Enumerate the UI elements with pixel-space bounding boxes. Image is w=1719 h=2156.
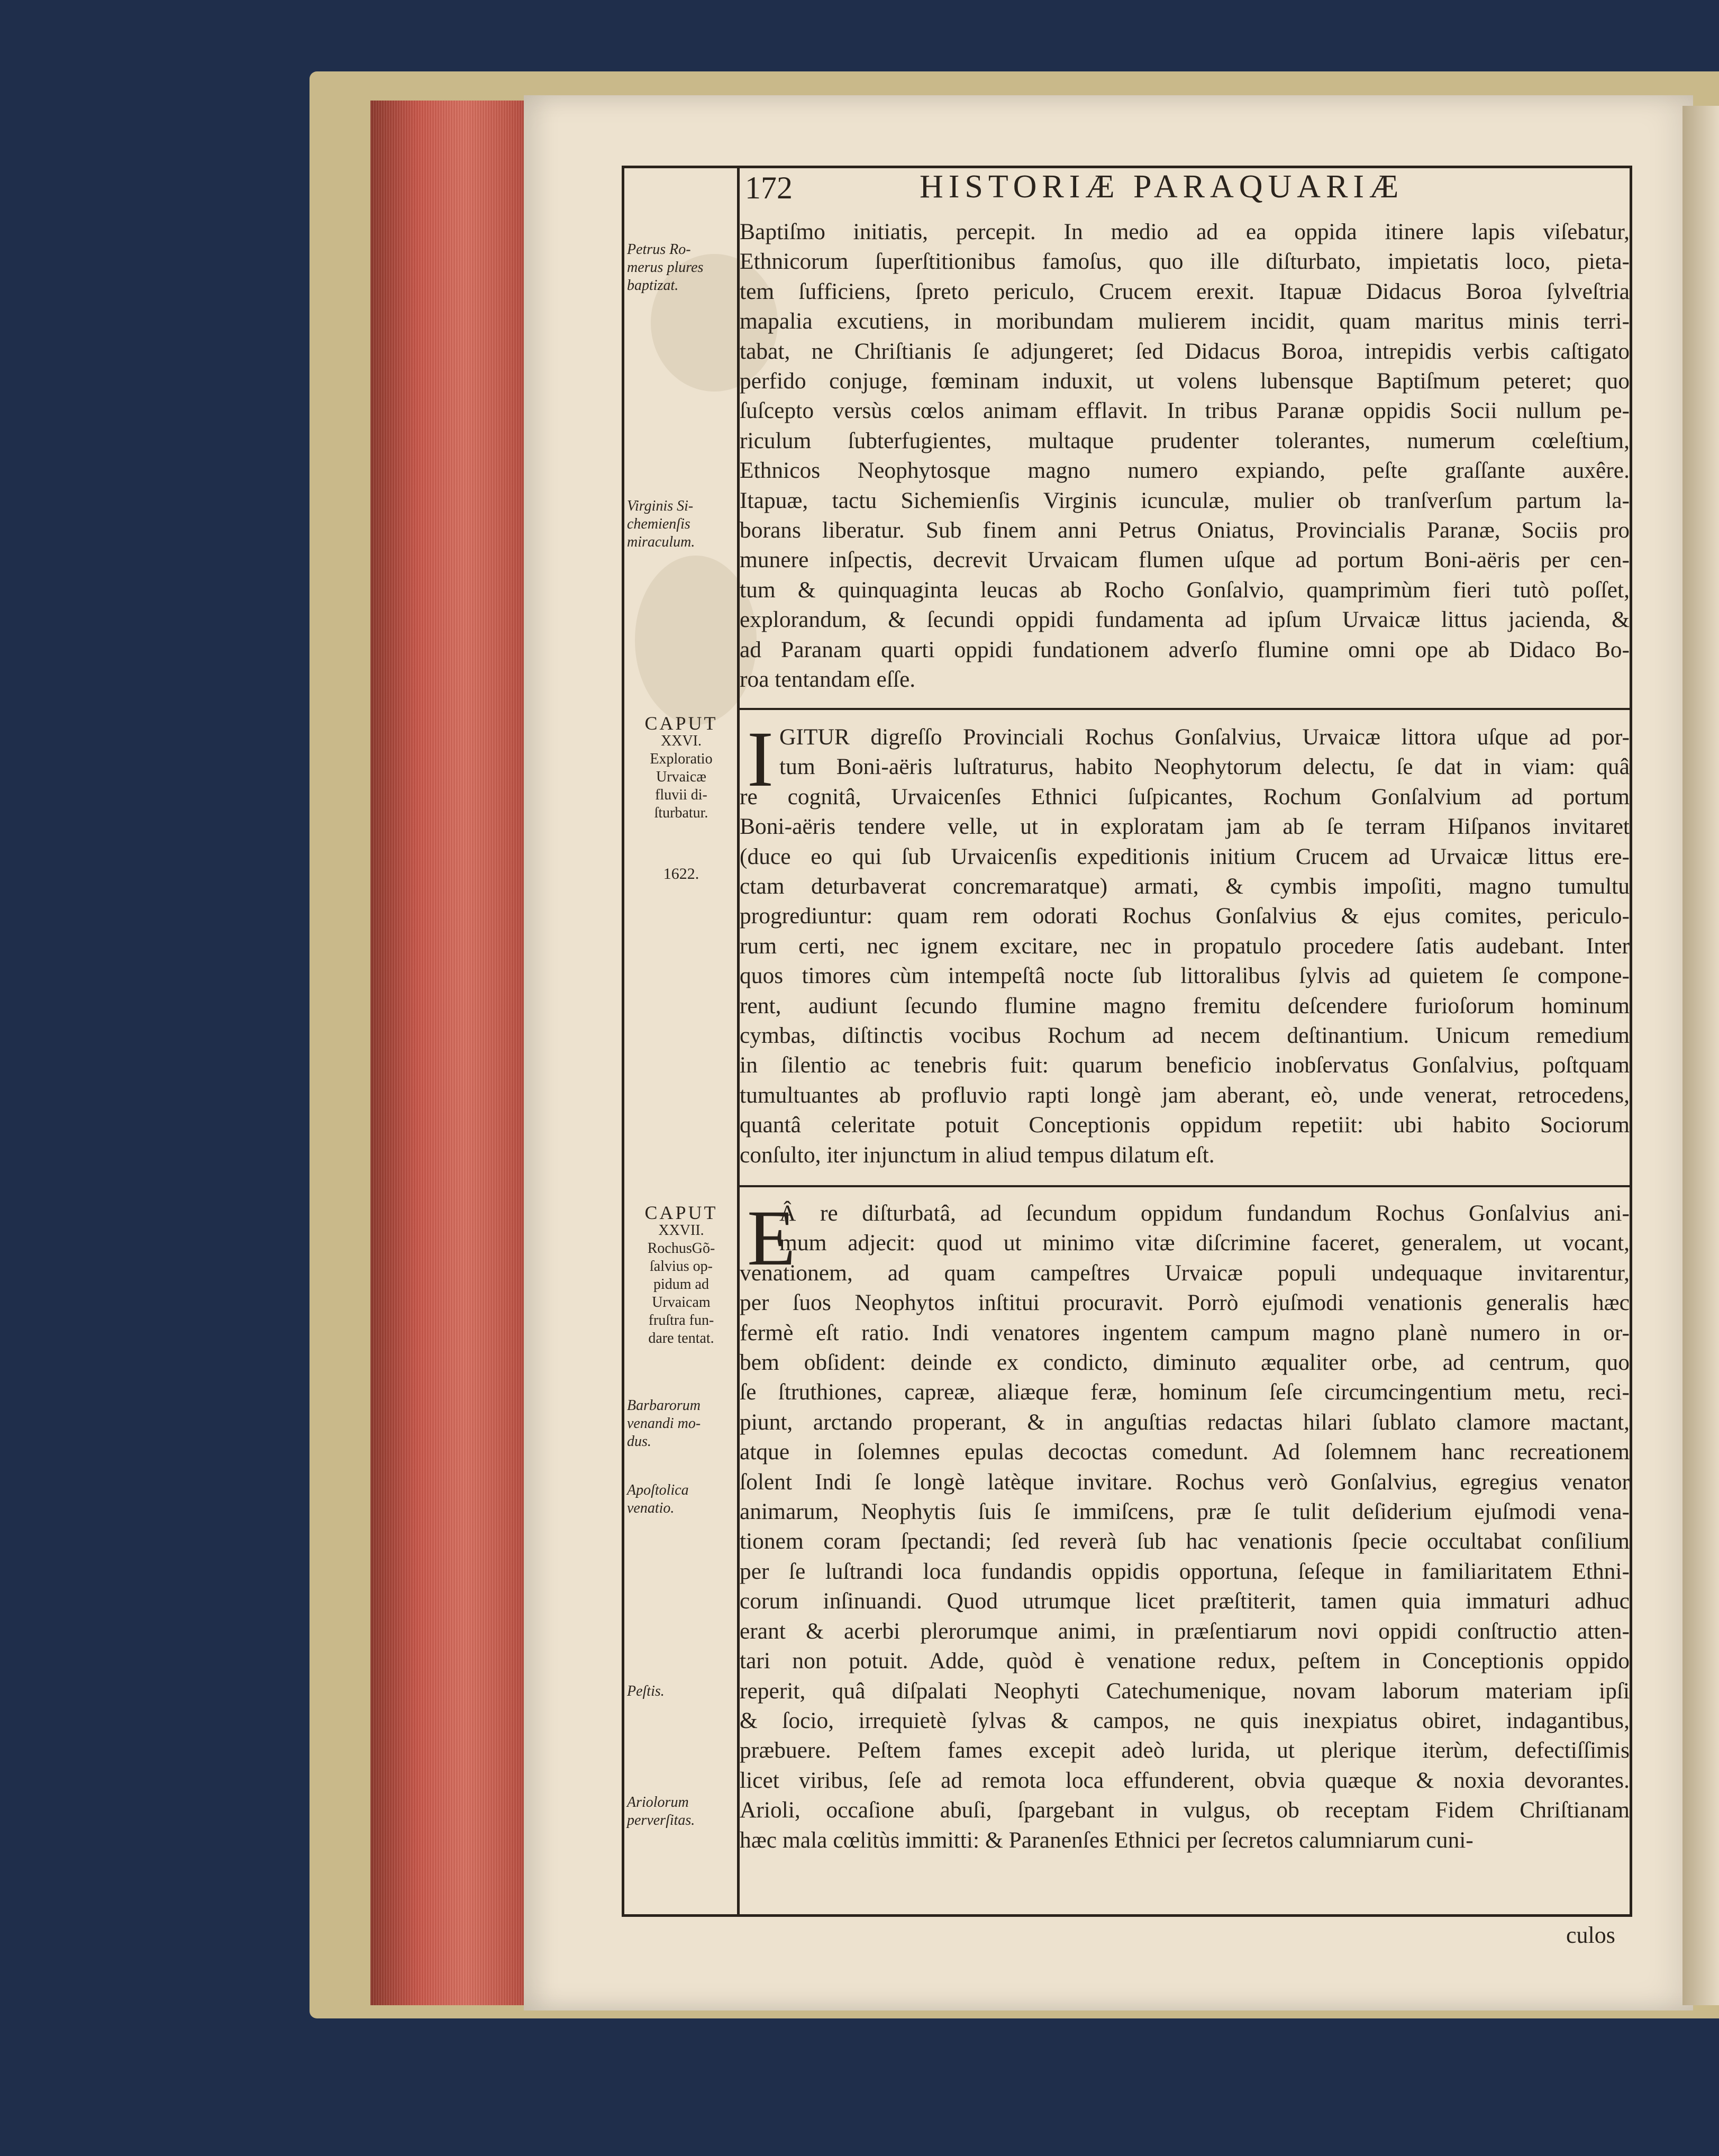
- text-line: tari non potuit. Adde, quòd è venatione redux, peſtem in Conceptionis oppido: [740, 1648, 1630, 1674]
- text-line: munere inſpectis, decrevit Urvaicam flumen uſque ad portum Boni-aëris per cen-: [740, 547, 1630, 573]
- margin-note-line: ſalvius op-: [650, 1258, 713, 1275]
- text-line: quantâ celeritate potuit Conceptionis oppidum repetiit: ubi habito Sociorum: [740, 1112, 1630, 1138]
- margin-note-line: perverſitas.: [627, 1812, 695, 1828]
- frame-bottom-rule: [622, 1914, 1632, 1917]
- text-line: venationem, ad quam campeſtres Urvaicæ populi undequaque invitarentur,: [740, 1260, 1630, 1286]
- margin-note-line: Ariolorum: [627, 1794, 689, 1811]
- margin-note-baptism: [627, 241, 735, 295]
- text-line: tum Boni-aëris luſtraturus, habito Neophytorum delectu, ſe dat in viam: quâ: [779, 754, 1630, 780]
- margin-note-caput-27: [627, 1204, 735, 1348]
- text-line: in ſilentio ac tenebris fuit: quarum beneficio inobſervatus Gonſalvius, poſtquam: [740, 1052, 1630, 1078]
- drop-cap: E: [747, 1194, 796, 1282]
- text-line: Arioli, occaſione abuſi, ſpargebant in vulgus, ob receptam Fidem Chriſtianam: [740, 1797, 1630, 1823]
- text-line: progrediuntur: quam rem odorati Rochus Gonſalvius & ejus comites, periculo-: [740, 903, 1630, 929]
- text-line: hæc mala cœlitùs immitti: & Paranenſes Ethnici per ſecretos calumniarum cuni-: [740, 1827, 1474, 1853]
- text-line: riculum ſubterfugientes, multaque prudenter tolerantes, numerum cœleſtium,: [740, 427, 1630, 453]
- margin-note-soothsayers: [627, 1794, 735, 1830]
- margin-note-line: fluvii di-: [655, 787, 707, 803]
- text-line: Â re diſturbatâ, ad ſecundum oppidum fundandum Rochus Gonſalvius ani-: [779, 1200, 1630, 1226]
- text-line: Boni-aëris tendere velle, ut in exploratam jam ab ſe terram Hiſpanos invitaret: [740, 814, 1630, 840]
- margin-note-miracle: [627, 497, 735, 551]
- text-line: rent, audiunt ſecundo flumine magno fremitu deſcendere furioſorum hominum: [740, 993, 1630, 1018]
- text-line: re cognitâ, Urvaicenſes Ethnici ſuſpicantes, Rochum Gonſalvium ad portum: [740, 784, 1630, 809]
- margin-note-caput-26: [627, 714, 735, 822]
- text-line: conſulto, iter injunctum in aliud tempus dilatum eſt.: [740, 1142, 1215, 1168]
- text-line: borans liberatur. Sub finem anni Petrus Oniatus, Provincialis Paranæ, Sociis pro: [740, 517, 1630, 543]
- frame-left-rule: [622, 166, 624, 1917]
- text-line: quos timores cùm intempeſtâ nocte ſub littoralibus ſylvis ad quietem ſe compone-: [740, 963, 1630, 989]
- text-line: tabat, ne Chriſtianis ſe adjungeret; ſed Didacus Boroa, intrepidis verbis caſtigato: [740, 338, 1630, 364]
- margin-note-line: ſturbatur.: [654, 805, 708, 821]
- margin-note-line: chemienſis: [627, 516, 690, 532]
- margin-note-line: venandi mo-: [627, 1415, 701, 1432]
- text-line: roa tentandam eſſe.: [740, 667, 916, 693]
- margin-note-line: Barbarorum: [627, 1397, 701, 1414]
- text-line: ſolent Indi ſe longè latèque invitare. Rochus verò Gonſalvius, egregius venator: [740, 1469, 1630, 1495]
- text-line: tumultuantes ab profluvio rapti longè jam aberant, eò, unde venerat, retrocedens,: [740, 1082, 1630, 1108]
- caput-number: XXVI.: [661, 733, 702, 749]
- text-line: ſuſcepto versùs cœlos animam efflavit. In tribus Paranæ oppidis Socii nullum pe-: [740, 398, 1630, 424]
- drop-cap: I: [747, 715, 774, 803]
- text-line: erant & acerbi plerorumque animi, in præſentiarum novi oppidi conſtructio atten-: [740, 1618, 1630, 1644]
- text-line: Baptiſmo initiatis, percepit. In medio ad ea oppida itinere lapis viſebatur,: [740, 219, 1630, 244]
- caput-heading: CAPUT: [644, 1202, 718, 1223]
- text-line: præbuere. Peſtem fames excepit adeò lurida, ut plerique iterùm, defectiſſimis: [740, 1737, 1630, 1763]
- margin-note-year: 1622.: [663, 865, 699, 883]
- margin-note-line: Virginis Si-: [627, 498, 694, 514]
- text-line: & ſocio, irrequietè ſylvas & campos, ne quis inexpiatus obiret, indagantibus,: [740, 1707, 1630, 1733]
- text-line: tem ſufficiens, ſpreto periculo, Crucem erexit. Itapuæ Didacus Boroa ſylveſtria: [740, 278, 1630, 304]
- margin-note-line: dare tentat.: [648, 1330, 714, 1347]
- margin-note-line: Apoſtolica: [627, 1482, 689, 1498]
- paragraph-1: [740, 217, 1630, 695]
- text-line: ſe ſtruthiones, capreæ, aliæque feræ, hominum ſeſe circumcingentium metu, reci-: [740, 1379, 1630, 1405]
- margin-note-line: RochusGõ-: [647, 1240, 715, 1257]
- frame-right-rule: [1630, 166, 1632, 1917]
- margin-note-line: pidum ad: [653, 1276, 709, 1293]
- paragraph-2: [740, 715, 1630, 1170]
- text-line: licet viribus, ſeſe ad remota loca effunderent, obvia quæque & noxia devorantes.: [740, 1767, 1630, 1793]
- text-line: fermè eſt ratio. Indi venatores ingentem campum magno planè numero in or-: [740, 1320, 1630, 1345]
- text-line: reperit, quâ diſpalati Neophyti Catechumenique, novam laborum materiam ipſi: [740, 1678, 1630, 1704]
- margin-note-line: Petrus Ro-: [627, 241, 691, 258]
- text-line: perfido conjuge, fœminam induxit, ut volens lubensque Baptiſmum peteret; quo: [740, 368, 1630, 394]
- margin-note-line: fruſtra fun-: [648, 1312, 714, 1329]
- text-line: per ſe luſtrandi loca fundandis oppidis opportuna, ſeſeque in familiaritatem Ethni-: [740, 1558, 1630, 1584]
- text-line: piunt, arctando properant, & in anguſtias redactas hilari ſublato clamore mactant,: [740, 1409, 1630, 1435]
- text-line: (duce eo qui ſub Urvaicenſis expeditionis initium Crucem ad Urvaicæ littus ere-: [740, 843, 1630, 869]
- margin-note-line: dus.: [627, 1433, 651, 1450]
- margin-note-hunting: [627, 1397, 735, 1451]
- red-page-edges: [370, 101, 529, 2005]
- text-line: corum inſinuandi. Quod utrumque licet præſtiterit, tamen quia immaturi adhuc: [740, 1588, 1630, 1614]
- margin-note-plague: [627, 1682, 735, 1700]
- text-line: tum & quinquaginta leucas ab Rocho Gonſalvio, quamprimùm fieri tutò poſſet,: [740, 577, 1630, 603]
- facing-page-edge: [1682, 106, 1719, 2005]
- caput-number: XXVII.: [658, 1222, 704, 1239]
- margin-note-apostolic: [627, 1481, 735, 1517]
- text-line: animarum, Neophytis ſuis ſe immiſcens, præ ſe tulit deſiderium ejuſmodi vena-: [740, 1499, 1630, 1525]
- text-line: explorandum, & ſecundi oppidi fundamenta ad ipſum Urvaicæ littus jacienda, &: [740, 607, 1630, 633]
- text-line: mapalia excutiens, in moribundam mulierem incidit, quam maritus minis terri-: [740, 308, 1630, 334]
- text-line: tionem coram ſpectandi; ſed reverà ſub hac venationis ſpecie occultabat conſilium: [740, 1529, 1630, 1554]
- text-line: mum adjecit: quod ut minimo vitæ diſcrimine faceret, generalem, ut vocant,: [779, 1230, 1630, 1256]
- text-line: cymbas, diſtinctis vocibus Rochum ad necem deſtinantium. Unicum remedium: [740, 1023, 1630, 1049]
- margin-note-line: Peſtis.: [627, 1683, 665, 1699]
- paragraph-3: [740, 1194, 1630, 1855]
- margin-note-line: baptizat.: [627, 277, 679, 294]
- text-line: bem obſident: deinde ex condicto, diminuto æqualiter orbe, ad centrum, quo: [740, 1350, 1630, 1376]
- page-number: 172: [745, 170, 793, 205]
- margin-note-line: miraculum.: [627, 534, 695, 550]
- margin-note-line: Urvaicam: [652, 1294, 711, 1311]
- margin-note-line: merus plures: [627, 259, 704, 276]
- text-line: atque in ſolemnes epulas decoctas comedunt. Ad ſolemnem hanc recreationem: [740, 1439, 1630, 1465]
- margin-note-line: venatio.: [627, 1500, 675, 1516]
- text-line: rum certi, nec ignem excitare, nec in propatulo procedere ſatis audebant. Inter: [740, 933, 1630, 959]
- running-title: HISTORIÆ PARAQUARIÆ: [920, 169, 1404, 205]
- section-separator-rule: [740, 708, 1631, 710]
- margin-note-line: Urvaicæ: [656, 769, 706, 785]
- caput-heading: CAPUT: [644, 713, 718, 734]
- text-line: Ethnicorum ſuperſtitionibus famoſus, quo ille diſturbato, impietatis loco, pieta-: [740, 249, 1630, 275]
- catchword: culos: [1566, 1922, 1615, 1948]
- text-line: Ethnicos Neophytosque magno numero expiando, peſte graſſante auxêre.: [740, 458, 1630, 484]
- margin-note-line: Exploratio: [650, 751, 713, 767]
- running-head: [740, 168, 1630, 205]
- text-line: Itapuæ, tactu Sichemienſis Virginis icunculæ, mulier ob tranſverſum partum la-: [740, 487, 1630, 513]
- text-line: ctam deturbaverat concremaratque) armati, & cymbis impoſiti, magno tumultu: [740, 874, 1630, 899]
- section-separator-rule: [740, 1185, 1631, 1187]
- text-line: per ſuos Neophytos inſtitui procuravit. Porrò ejuſmodi venationis generalis hæc: [740, 1290, 1630, 1316]
- text-line: GITUR digreſſo Provinciali Rochus Gonſalvius, Urvaicæ littora uſque ad por-: [779, 724, 1630, 750]
- text-line: ad Paranam quarti oppidi fundationem adverſo flumine omni ope ab Didaco Bo-: [740, 636, 1630, 662]
